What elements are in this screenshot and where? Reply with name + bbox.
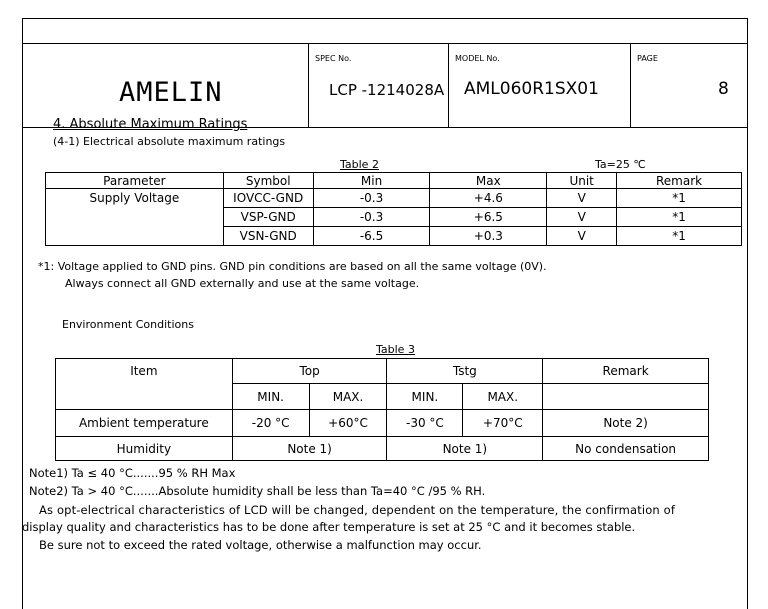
unit-cell: V [547,189,617,208]
table-row [46,189,742,208]
footnote-line1: *1: Voltage applied to GND pins. GND pin conditions are based on all the same voltage (0V). [38,260,547,273]
table2-header-cell: Unit [547,173,617,189]
symbol-cell: VSN-GND [223,227,313,246]
table2 [45,172,742,246]
table-row [56,410,709,437]
top-min-header: MIN. [232,384,309,410]
section-title: 4. Absolute Maximum Ratings [53,117,248,132]
remark-header: Remark [543,359,709,384]
page-label: PAGE [637,54,658,63]
tstg-max-cell: +70°C [463,410,543,437]
paragraph-line2: display quality and characteristics has to be done after temperature is set at 25 °C and it becomes stable. [22,520,636,534]
page-cell [630,44,747,127]
top-header: Top [232,359,387,384]
top-max-cell: +60°C [309,410,387,437]
section-subtitle: (4-1) Electrical absolute maximum ratings [53,135,286,148]
remark-cell: *1 [617,189,742,208]
max-cell: +0.3 [430,227,547,246]
max-cell: +6.5 [430,208,547,227]
paragraph-warning: Be sure not to exceed the rated voltage, otherwise a malfunction may occur. [39,538,482,552]
tstg-cell: Note 1) [387,437,543,461]
top-min-cell: -20 °C [232,410,309,437]
table2-header-cell: Min [313,173,430,189]
table2-header-cell: Remark [617,173,742,189]
company-name: AMELIN [119,77,223,108]
max-cell: +4.6 [430,189,547,208]
spec-cell [308,44,449,127]
item-header: Item [56,359,233,410]
remark-cell: Note 2) [543,410,709,437]
symbol-cell: IOVCC-GND [223,189,313,208]
unit-cell: V [547,208,617,227]
table2-header-cell: Parameter [46,173,224,189]
table2-header-cell: Symbol [223,173,313,189]
page-number: 8 [718,79,729,99]
table3-caption: Table 3 [376,343,415,356]
tstg-min-cell: -30 °C [387,410,463,437]
item-cell: Humidity [56,437,233,461]
remark-cell: *1 [617,208,742,227]
model-label: MODEL No. [455,54,500,63]
item-cell: Ambient temperature [56,410,233,437]
remark-cell: No condensation [543,437,709,461]
table2-header-cell: Max [430,173,547,189]
top-cell: Note 1) [232,437,387,461]
top-max-header: MAX. [309,384,387,410]
parameter-cell: Supply Voltage [46,189,224,246]
table2-header-row [46,173,742,189]
environment-title: Environment Conditions [62,318,194,331]
min-cell: -0.3 [313,208,430,227]
table-row [56,437,709,461]
note1: Note1) Ta ≤ 40 °C.......95 % RH Max [29,466,236,480]
table3 [55,358,709,461]
footnote-line2: Always connect all GND externally and use at the same voltage. [65,277,420,290]
table2-ta-note: Ta=25 ℃ [595,158,646,171]
symbol-cell: VSP-GND [223,208,313,227]
note2: Note2) Ta > 40 °C.......Absolute humidity shall be less than Ta=40 °C /95 % RH. [29,484,486,498]
table3-header-row [56,359,709,384]
table2-caption: Table 2 [340,158,379,171]
min-cell: -6.5 [313,227,430,246]
remark-sub-cell [543,384,709,410]
remark-cell: *1 [617,227,742,246]
unit-cell: V [547,227,617,246]
tstg-header: Tstg [387,359,543,384]
tstg-min-header: MIN. [387,384,463,410]
model-value: AML060R1SX01 [464,79,599,99]
spec-value: LCP -1214028A [329,81,445,99]
model-cell [448,44,631,127]
min-cell: -0.3 [313,189,430,208]
tstg-max-header: MAX. [463,384,543,410]
document-header [23,43,747,128]
paragraph-line1: As opt-electrical characteristics of LCD will be changed, dependent on the temperature, the confirmation of [39,503,676,517]
spec-label: SPEC No. [315,54,352,63]
